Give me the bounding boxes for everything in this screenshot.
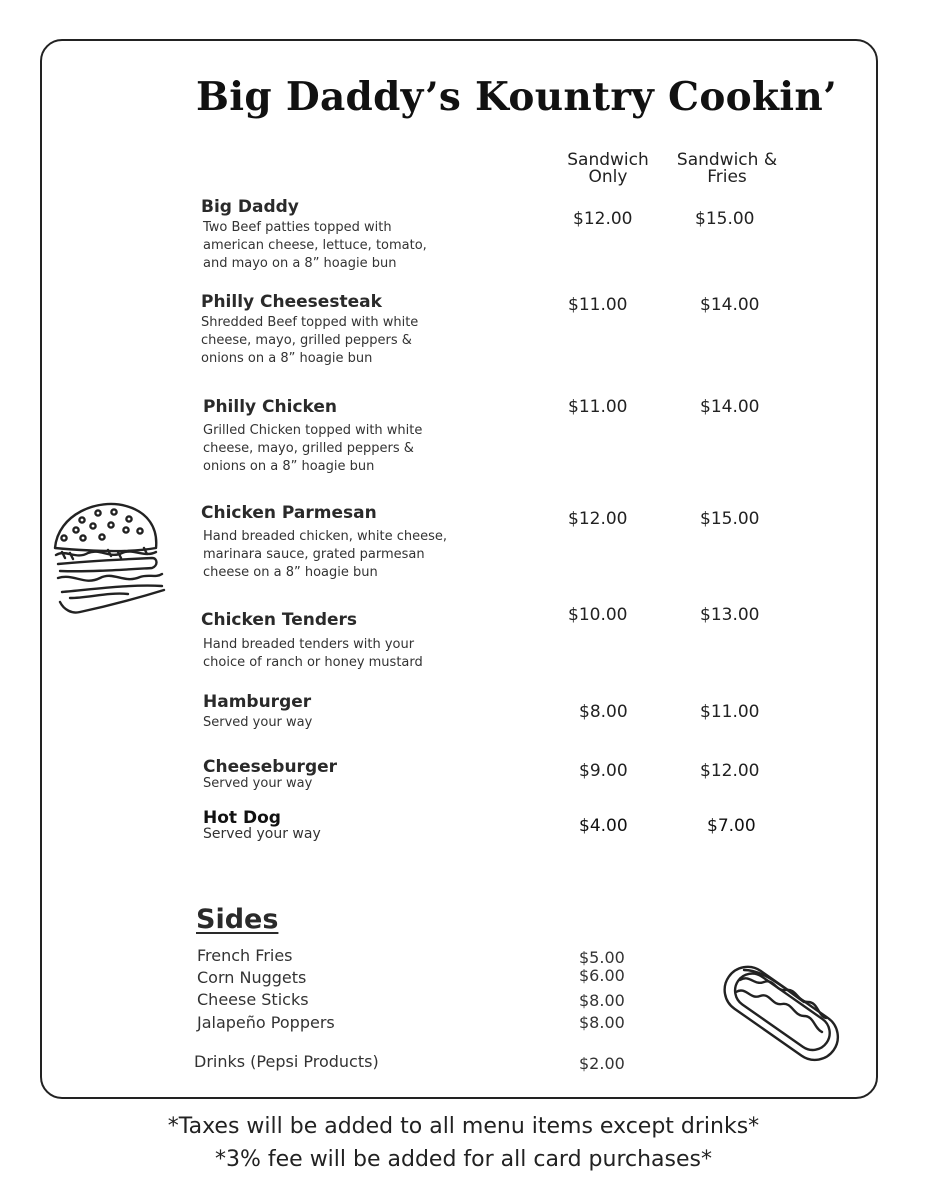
price-sandwich-only: $11.00 [568, 295, 628, 315]
column-header-sandwich-only: Sandwich Only [567, 150, 649, 187]
price-sandwich-only: $11.00 [568, 397, 628, 417]
menu-item-description: Hand breaded chicken, white cheese, marinara sauce, grated parmesan cheese on a 8” hoagie bun [203, 529, 447, 580]
side-item-price: $2.00 [579, 1054, 625, 1073]
menu-title: Big Daddy’s Kountry Cookin’ [196, 74, 837, 120]
price-sandwich-only: $10.00 [568, 605, 628, 625]
price-sandwich-fries: $14.00 [700, 295, 760, 315]
price-sandwich-only: $12.00 [573, 209, 633, 229]
menu-item-description: Grilled Chicken topped with white cheese, mayo, grilled peppers & onions on a 8” hoagie bun [203, 423, 423, 474]
menu-item-name: Big Daddy [201, 197, 299, 217]
menu-item-name: Chicken Tenders [201, 610, 358, 630]
price-sandwich-fries: $12.00 [700, 761, 760, 781]
column-header-sandwich-fries: Sandwich & Fries [676, 150, 778, 187]
price-sandwich-only: $4.00 [579, 816, 628, 836]
menu-item-description: Served your way [203, 715, 313, 730]
menu-item-chicken-parmesan [201, 503, 447, 582]
burger-icon [48, 498, 174, 622]
menu-item-description: Two Beef patties topped with american cheese, lettuce, tomato, and mayo on a 8” hoagie bun [203, 220, 427, 271]
menu-item-cheeseburger [203, 757, 337, 793]
price-sandwich-fries: $13.00 [700, 605, 760, 625]
menu-item-description: Shredded Beef topped with white cheese, mayo, grilled peppers & onions on a 8” hoagie bun [201, 315, 419, 366]
menu-item-name: Philly Cheesesteak [201, 292, 382, 312]
price-sandwich-fries: $7.00 [707, 816, 756, 836]
price-sandwich-only: $9.00 [579, 761, 628, 781]
price-sandwich-only: $12.00 [568, 509, 628, 529]
menu-item-name: Hamburger [203, 692, 312, 712]
menu-item-hamburger [203, 692, 312, 732]
side-item-price: $8.00 [579, 1013, 625, 1032]
price-sandwich-fries: $15.00 [695, 209, 755, 229]
menu-item-name: Cheeseburger [203, 757, 338, 777]
menu-item-name: Philly Chicken [203, 397, 338, 417]
menu-item-description: Served your way [203, 776, 313, 791]
menu-item-name: Chicken Parmesan [201, 503, 377, 523]
menu-item-philly-cheesesteak [201, 292, 418, 368]
price-sandwich-fries: $14.00 [700, 397, 760, 417]
side-item-price: $6.00 [579, 966, 625, 985]
footnote-card-fee: *3% fee will be added for all card purchases* [214, 1147, 712, 1172]
side-item-name: Cheese Sticks [197, 990, 309, 1009]
menu-item-chicken-tenders [201, 610, 423, 672]
side-item-name: Jalapeño Poppers [197, 1013, 335, 1032]
side-item-price: $8.00 [579, 991, 625, 1010]
price-sandwich-fries: $11.00 [700, 702, 760, 722]
sides-heading: Sides [196, 904, 279, 935]
price-sandwich-fries: $15.00 [700, 509, 760, 529]
price-sandwich-only: $8.00 [579, 702, 628, 722]
menu-item-name: Hot Dog [203, 808, 281, 828]
side-item-name: Drinks (Pepsi Products) [194, 1052, 379, 1071]
side-item-name: French Fries [197, 946, 293, 965]
side-item-price: $5.00 [579, 948, 625, 967]
footnote-taxes: *Taxes will be added to all menu items except drinks* [167, 1114, 760, 1139]
menu-item-big-daddy [201, 197, 427, 273]
side-item-name: Corn Nuggets [197, 968, 307, 987]
menu-item-philly-chicken [203, 397, 422, 476]
menu-item-description: Served your way [203, 826, 321, 842]
hot-dog-icon [714, 948, 848, 1076]
menu-item-hot-dog [203, 808, 321, 843]
menu-item-description: Hand breaded tenders with your choice of ranch or honey mustard [203, 637, 423, 670]
